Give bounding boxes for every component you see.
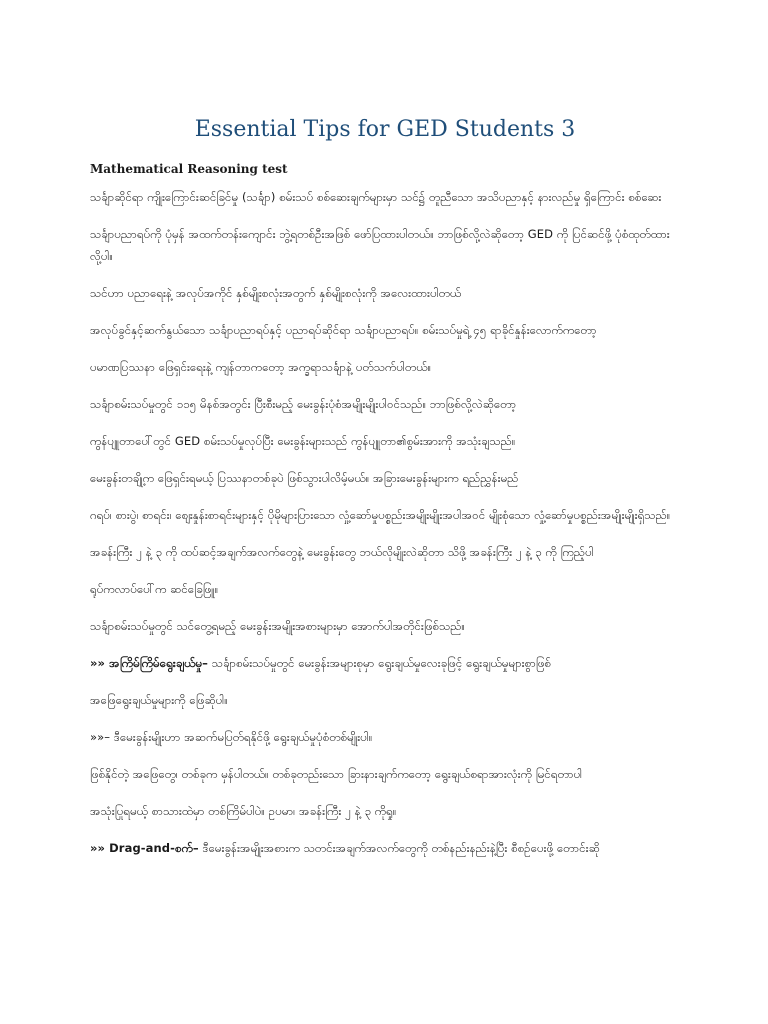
paragraph [90, 689, 680, 711]
paragraph [90, 223, 680, 267]
paragraph-lead: »» အကြိမ်ကြိမ်ရွေးချယ်မှု– [90, 656, 208, 670]
paragraph-text: အလုပ်ခွင်နှင့်ဆက်နွယ်သော သင်္ချာပညာရပ်နှင့် ပညာရပ်ဆိုင်ရာ သင်္ချာပညာရပ်။ စမ်းသပ်မှုရဲ့ ၄၅ ရာခိုင်နှုန်းလောက်ကတော့ [90, 323, 597, 337]
paragraph-text: ပမာဏပြဿနာ ဖြေရှင်းရေးနဲ့ ကျန်တာကတော့ အက္ခရာသင်္ချာနဲ့ ပတ်သက်ပါတယ်။ [90, 360, 432, 374]
paragraph-text: သင်ဟာ ပညာရေးနဲ့ အလုပ်အကိုင် နှစ်မျိုးစလုံးအတွက် နှစ်မျိုးစလုံးကို အလေးထားပါတယ် [90, 286, 462, 300]
paragraph-text: အခန်းကြီး ၂ နဲ့ ၃ ကို ထပ်ဆင့်အချက်အလက်တွေနဲ့ မေးခွန်းတွေ ဘယ်လိုမျိုးလဲဆိုတာ သိဖို့ အခန်းကြီး ၂ နဲ့ ၃ ကို ကြည့်ပါ [90, 545, 594, 559]
paragraph [90, 615, 680, 637]
paragraph [90, 430, 680, 452]
paragraph-text: ဒီမေးခွန်းအမျိုးအစားက သတင်းအချက်အလက်တွေကို တစ်နည်းနည်းနဲ့ပြီး စီစဉ်ပေးဖို့ တောင်းဆို [202, 841, 600, 855]
paragraph-text: အဖြေရွေးချယ်မှုများကို ဖြေဆိုပါ။ [90, 693, 228, 707]
paragraph-text: ဂရပ်၊ စားပွဲ၊ စာရင်း၊ စျေးနှုန်းစာရင်းများနှင့် ပိုမိုများပြားသော လှုံ့ဆော်မှုပစ္စည်းအမျိုးမျိုးအပါအဝင် မျိုးစုံသော လှုံ့ဆော်မှုပစ္စည်းအမျိုးမျိုးရှိသည်။ [90, 508, 671, 522]
paragraph [90, 282, 680, 304]
paragraph-text: ဖြစ်နိုင်တဲ့ အဖြေတွေ၊ တစ်ခုက မှန်ပါတယ်။ တစ်ခုတည်းသော ခြားနားချက်ကတော့ ရွေးချယ်စရာအားလုံးကို မြင်ရတာပါ [90, 767, 583, 781]
paragraph [90, 504, 680, 526]
paragraph-text: ရုပ်ကလာပ်ပေါ်က ဆင်ခြေဖြူ။ [90, 582, 219, 596]
paragraph [90, 186, 680, 208]
paragraph [90, 837, 680, 859]
paragraph-text: မေးခွန်းတချို့က ဖြေရှင်းရမယ့် ပြဿနာတစ်ခုပဲ ဖြစ်သွားပါလိမ့်မယ်။ အခြားမေးခွန်းများက ရည်ညွှန်းမည် [90, 471, 519, 485]
paragraph-text: သင်္ချာပညာရပ်ကို ပုံမှန် အထက်တန်းကျောင်း ဘွဲ့ရတစ်ဦးအဖြစ် ဖော်ပြထားပါတယ်။ ဘာဖြစ်လို့လဲဆိုတော့ GED ကို ပြင်ဆင်ဖို့ ပုံစံထုတ်ထားလို့ပါ။ [90, 227, 670, 263]
document-title: Essential Tips for GED Students 3 [194, 117, 576, 142]
paragraph-text: အသုံးပြုရမယ့် စာသားထဲမှာ တစ်ကြိမ်ပါပဲ။ ဥပမာ၊ အခန်းကြီး ၂ နဲ့ ၃ ကိုရှု။ [90, 804, 397, 818]
paragraph [90, 467, 680, 489]
paragraph-text: ကွန်ပျူတာပေါ်တွင် GED စမ်းသပ်မှုလုပ်ပြီး မေးခွန်းများသည် ကွန်ပျူတာ၏စွမ်းအားကို အသုံးချသည်။ [90, 434, 516, 448]
paragraph [90, 393, 680, 415]
paragraph [90, 800, 680, 822]
paragraph-text: »»– ဒီမေးခွန်းမျိုးဟာ အဆက်မပြတ်ရနိုင်ဖို့ ရွေးချယ်မှုပုံစံတစ်မျိုးပါ။ [90, 730, 373, 744]
paragraph [90, 652, 680, 674]
paragraph [90, 319, 680, 341]
paragraph-text: သင်္ချာစမ်းသပ်မှုတွင် ၁၁၅ မိနစ်အတွင်း ပြီးစီးမည့် မေးခွန်းပုံစံအမျိုးမျိုးပါဝင်သည်။ ဘာဖြစ်လို့လဲဆိုတော့ [90, 397, 517, 411]
paragraph-lead: »» Drag-and-စက်– [90, 841, 199, 855]
paragraph [90, 541, 680, 563]
paragraph-text: သင်္ချာဆိုင်ရာ ကျိုးကြောင်းဆင်ခြင်မှု (သင်္ချာ) စမ်းသပ် စစ်ဆေးချက်များမှာ သင်၌ တူညီသော အသိပညာနှင့် နားလည်မှု ရှိကြောင်း စစ်ဆေး [90, 190, 662, 204]
paragraph [90, 356, 680, 378]
paragraph-text: သင်္ချာစမ်းသပ်မှုတွင် မေးခွန်းအများစုမှာ ရွေးချယ်မှုလေးခုဖြင့် ရွေးချယ်မှုများစွာဖြစ် [211, 656, 552, 670]
paragraph-list [90, 186, 680, 859]
paragraph [90, 578, 680, 600]
section-subtitle: Mathematical Reasoning test [90, 162, 288, 176]
paragraph [90, 726, 680, 748]
paragraph [90, 763, 680, 785]
paragraph-text: သင်္ချာစမ်းသပ်မှုတွင် သင်တွေ့ရမည့် မေးခွန်းအမျိုးအစားများမှာ အောက်ပါအတိုင်းဖြစ်သည်။ [90, 619, 466, 633]
